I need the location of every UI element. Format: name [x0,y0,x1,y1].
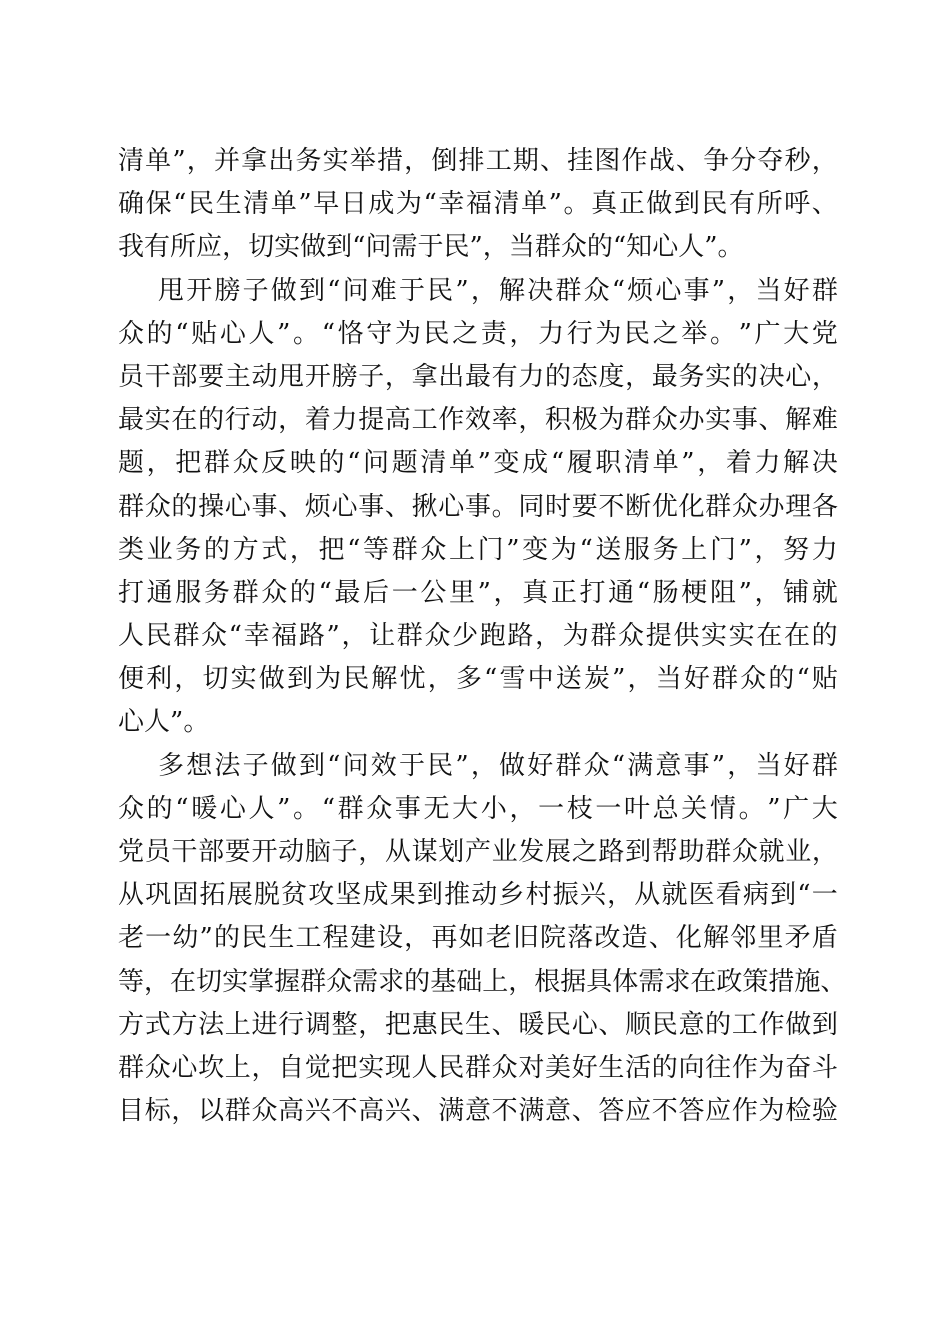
text-line: 我 有 所 应 ， 切 实 做 到 “ 问 需 于 民 ” ， 当 群 众 的 “ 知 心 人 ” 。 [118,232,744,263]
text-line: 方 式 方 法 上 进 行 调 整 ， 把 惠 民 生 、 暖 民 心 、 顺 民 意 的 工 作 做 到 [118,1009,838,1040]
text-line: 党 员 干 部 要 开 动 脑 子 ， 从 谋 划 产 业 发 展 之 路 到 帮 助 群 众 就 业 ， [118,837,838,867]
body-text [118,140,847,1133]
text-line: 老 一 幼 ” 的 民 生 工 程 建 设 ， 再 如 老 旧 院 落 改 造 、 化 解 邻 里 矛 盾 [118,923,838,954]
text-line: 等 ， 在 切 实 掌 握 群 众 需 求 的 基 础 上 ， 根 据 具 体 需 求 在 政 策 措 施 、 [118,966,847,997]
text-line: 众 的 “ 贴 心 人 ” 。 “ 恪 守 为 民 之 责 ， 力 行 为 民 之 举 。 ” 广 大 党 [118,318,838,349]
text-line: 题 ， 把 群 众 反 映 的 “ 问 题 清 单 ” 变 成 “ 履 职 清 单 ” ， 着 力 解 决 [118,448,838,479]
paragraph-first-line: 多 想 法 子 做 到 “ 问 效 于 民 ” ， 做 好 群 众 “ 满 意 事 ” ， 当 好 群 [158,750,838,781]
text-line: 员 干 部 要 主 动 甩 开 膀 子 ， 拿 出 最 有 力 的 态 度 ， 最 务 实 的 决 心 ， [118,361,838,392]
text-line: 从 巩 固 拓 展 脱 贫 攻 坚 成 果 到 推 动 乡 村 振 兴 ， 从 就 医 看 病 到 “ 一 [118,880,838,911]
text-line: 群 众 的 操 心 事 、 烦 心 事 、 揪 心 事 。 同 时 要 不 断 优 化 群 众 办 理 各 [118,491,838,522]
text-line: 目 标 ， 以 群 众 高 兴 不 高 兴 、 满 意 不 满 意 、 答 应 不 答 应 作 为 检 验 [118,1096,838,1127]
text-line: 清 单 ” ， 并 拿 出 务 实 举 措 ， 倒 排 工 期 、 挂 图 作 战 、 争 分 夺 秒 ， [118,146,838,176]
text-line: 确 保 “ 民 生 清 单 ” 早 日 成 为 “ 幸 福 清 单 ” 。 真 正 做 到 民 有 所 呼 、 [118,189,838,220]
text-line: 群 众 心 坎 上 ， 自 觉 把 实 现 人 民 群 众 对 美 好 生 活 的 向 往 作 为 奋 斗 [118,1052,838,1083]
text-line: 便 利 ， 切 实 做 到 为 民 解 忧 ， 多 “ 雪 中 送 炭 ” ， 当 好 群 众 的 “ 贴 [118,664,838,695]
text-line: 人 民 群 众 “ 幸 福 路 ” ， 让 群 众 少 跑 路 ， 为 群 众 提 供 实 实 在 在 的 [118,621,838,652]
text-line: 众 的 “ 暖 心 人 ” 。 “ 群 众 事 无 大 小 ， 一 枝 一 叶 总 关 情 。 ” 广 大 [118,793,838,824]
paragraph-first-line: 甩 开 膀 子 做 到 “ 问 难 于 民 ” ， 解 决 群 众 “ 烦 心 事 ” ， 当 好 群 [158,275,838,306]
text-line: 类 业 务 的 方 式 ， 把 “ 等 群 众 上 门 ” 变 为 “ 送 服 务 上 门 ” ， 努 力 [118,534,838,565]
text-line: 心 人 ” 。 [118,707,210,738]
text-line: 最 实 在 的 行 动 ， 着 力 提 高 工 作 效 率 ， 积 极 为 群 众 办 实 事 、 解 难 [118,405,838,436]
text-line: 打 通 服 务 群 众 的 “ 最 后 一 公 里 ” ， 真 正 打 通 “ 肠 梗 阻 ” ， 铺 就 [118,577,838,608]
